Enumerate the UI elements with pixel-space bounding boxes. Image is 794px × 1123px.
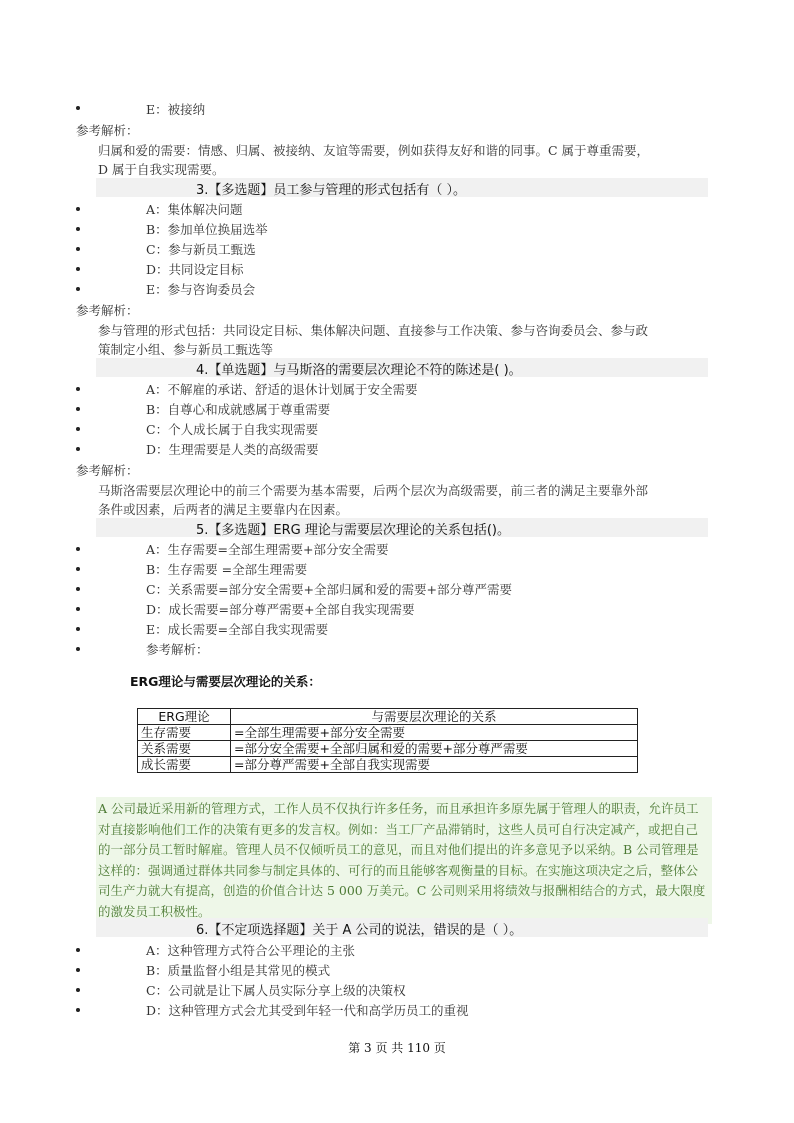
question-title: 6.【不定项选择题】关于 A 公司的说法，错误的是（ ）。 <box>196 923 523 938</box>
option-d: D：生理需要是人类的高级需要 <box>146 442 319 457</box>
option-b: B：自尊心和成就感属于尊重需要 <box>146 402 331 417</box>
page-footer: 第 3 页 共 110 页 <box>348 1041 446 1055</box>
option-a: A：集体解决问题 <box>146 202 243 217</box>
option-b: B：参加单位换届选举 <box>146 222 268 237</box>
option-a: A：这种管理方式符合公平理论的主张 <box>146 943 356 958</box>
list-bullet <box>76 988 80 992</box>
table-cell: 生存需要 <box>138 725 231 741</box>
list-bullet <box>76 948 80 952</box>
list-bullet <box>76 207 80 211</box>
list-bullet <box>76 627 80 631</box>
list-bullet <box>76 607 80 611</box>
option-d: D：共同设定目标 <box>146 262 244 277</box>
list-bullet <box>76 647 80 651</box>
analysis-line: 归属和爱的需要：情感、归属、被接纳、友谊等需要，例如获得友好和谐的同事。C 属于尊重需要， <box>98 143 650 158</box>
table-header-cell: ERG理论 <box>138 709 231 725</box>
table-header-cell: 与需要层次理论的关系 <box>231 709 638 725</box>
option-c: C：公司就是让下属人员实际分享上级的决策权 <box>146 983 406 998</box>
list-bullet <box>76 567 80 571</box>
question-bar <box>96 518 708 537</box>
list-bullet <box>76 267 80 271</box>
option-b: B：质量监督小组是其常见的模式 <box>146 963 331 978</box>
list-bullet <box>76 106 80 110</box>
table-cell: 关系需要 <box>138 741 231 757</box>
list-bullet <box>76 407 80 411</box>
analysis-label: 参考解析： <box>76 463 139 478</box>
option-d: D：这种管理方式会尤其受到年轻一代和高学历员工的重视 <box>146 1003 469 1018</box>
list-bullet <box>76 387 80 391</box>
list-bullet <box>76 247 80 251</box>
analysis-label: 参考解析： <box>76 303 139 318</box>
table-row <box>138 725 638 741</box>
question-title: 5.【多选题】ERG 理论与需要层次理论的关系包括()。 <box>196 523 510 538</box>
analysis-line: 马斯洛需要层次理论中的前三个需要为基本需要，后两个层次为高级需要，前三者的满足主要靠外部 <box>98 483 649 498</box>
list-bullet <box>76 287 80 291</box>
option-e: E：成长需要=全部自我实现需要 <box>146 622 329 637</box>
question-bar <box>96 178 708 197</box>
analysis-line: 条件或因素，后两者的满足主要靠内在因素。 <box>98 502 349 517</box>
option-e: E：参与咨询委员会 <box>146 282 256 297</box>
option-a: A：不解雇的承诺、舒适的退休计划属于安全需要 <box>146 382 418 397</box>
table-header-row <box>138 709 638 725</box>
option-c: C：参与新员工甄选 <box>146 242 256 257</box>
list-bullet <box>76 587 80 591</box>
list-bullet <box>76 427 80 431</box>
analysis-label: 参考解析： <box>146 642 209 657</box>
option-b: B：生存需要 =全部生理需要 <box>146 562 308 577</box>
analysis-line: 策制定小组、参与新员工甄选等 <box>98 342 274 357</box>
table-row <box>138 741 638 757</box>
analysis-line: 参与管理的形式包括：共同设定目标、集体解决问题、直接参与工作决策、参与咨询委员会、参与政 <box>98 323 649 338</box>
table-cell: =部分尊严需要+全部自我实现需要 <box>231 757 638 773</box>
list-bullet <box>76 547 80 551</box>
table-cell: =部分安全需要+全部归属和爱的需要+部分尊严需要 <box>231 741 638 757</box>
question-title: 4.【单选题】与马斯洛的需要层次理论不符的陈述是( )。 <box>196 363 522 378</box>
option-d: D：成长需要=部分尊严需要+全部自我实现需要 <box>146 602 415 617</box>
question-bar <box>96 918 708 937</box>
analysis-label: 参考解析： <box>76 123 139 138</box>
table-cell: 成长需要 <box>138 757 231 773</box>
option-c: C：个人成长属于自我实现需要 <box>146 422 319 437</box>
option-a: A：生存需要=全部生理需要+部分安全需要 <box>146 542 389 557</box>
erg-relation-table <box>137 708 638 773</box>
table-cell: =全部生理需要+部分安全需要 <box>231 725 638 741</box>
figure-title: ERG理论与需要层次理论的关系： <box>130 674 321 689</box>
question-title: 3.【多选题】员工参与管理的形式包括有（ ）。 <box>196 183 467 198</box>
option-e: E：被接纳 <box>146 102 206 117</box>
list-bullet <box>76 968 80 972</box>
case-study-text: A 公司最近采用新的管理方式，工作人员不仅执行许多任务，而且承担许多原先属于管理人的职责，允许员工对直接影响他们工作的决策有更多的发言权。例如：当工厂产品滞销时，这些人员可自行决定减产，或把自己的一部分员工暂时解雇。管理人员不仅倾听员工的意见，而且对他们提出的许多意见予以采纳。B 公司管理是这样的：强调通过群体共同参与制定具体的、可行的而且能够客观衡量的目标。在实施这项决定之后，整体公司生产力就大有提高，创造的价值合计达 5 000 万美元。C 公司则采用将绩效与报酬相结合的方式，最大限度的激发员工积极性。 <box>96 797 712 924</box>
analysis-line: D 属于自我实现需要。 <box>98 162 225 177</box>
list-bullet <box>76 1008 80 1012</box>
question-bar <box>96 358 708 377</box>
table-row <box>138 757 638 773</box>
list-bullet <box>76 227 80 231</box>
option-c: C：关系需要=部分安全需要+全部归属和爱的需要+部分尊严需要 <box>146 582 512 597</box>
list-bullet <box>76 447 80 451</box>
